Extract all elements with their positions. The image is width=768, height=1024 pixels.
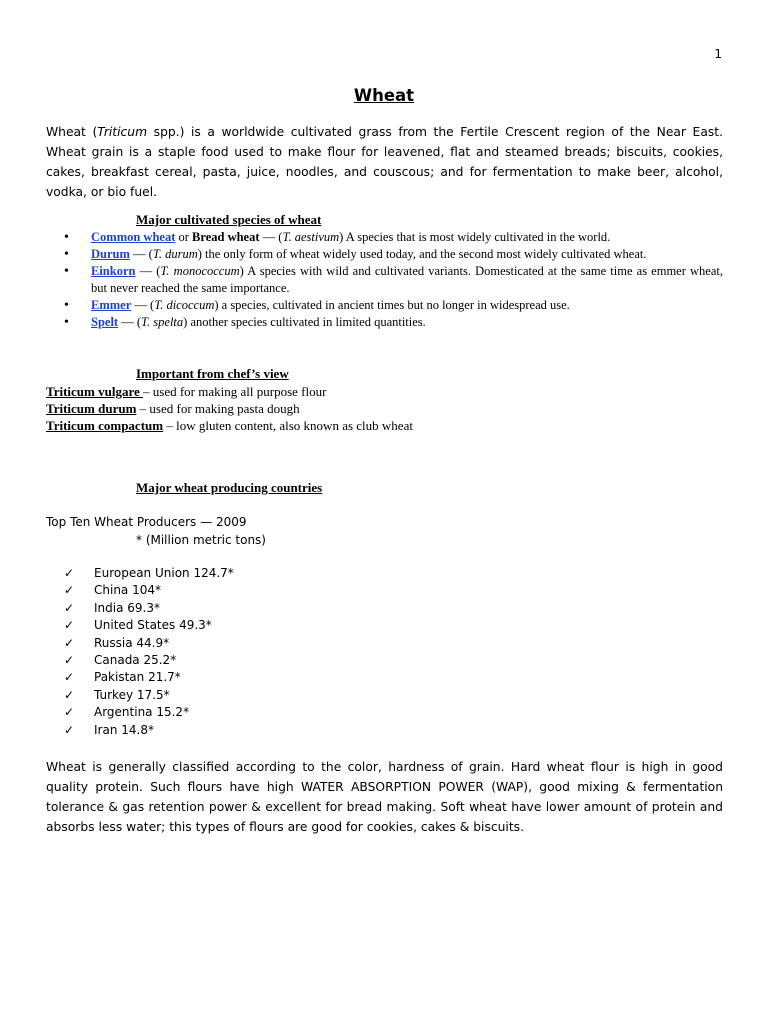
producers-units: * (Million metric tons) bbox=[136, 533, 266, 547]
intro-text-start: Wheat ( bbox=[46, 125, 98, 139]
producer-entry: European Union 124.7* bbox=[94, 566, 234, 580]
species-scientific-name: T. durum bbox=[152, 247, 198, 261]
species-description: ) a species, cultivated in ancient times but no longer in widespread use. bbox=[214, 298, 570, 312]
species-scientific-name: T. monococcum bbox=[160, 264, 240, 278]
check-icon: ✓ bbox=[64, 653, 75, 668]
chef-list bbox=[46, 383, 413, 434]
check-icon: ✓ bbox=[64, 618, 75, 633]
producer-entry: United States 49.3* bbox=[94, 618, 212, 633]
einkorn-link[interactable]: Einkorn bbox=[91, 264, 136, 278]
list-item bbox=[64, 669, 234, 686]
species-dash: — ( bbox=[135, 264, 161, 278]
species-description: ) A species that is most widely cultivated in the world. bbox=[339, 230, 611, 244]
intro-text-rest: spp.) is a worldwide cultivated grass from the Fertile Crescent region of the Near East. Wheat grain is a staple food used to make flour for leavened, flat and steamed breads; biscuits, cookies, cakes, breakfast cereal, pasta, juice, noodles, and couscous; and for fermentation to make beer, alcohol, vodka, or bio fuel. bbox=[46, 125, 723, 199]
intro-paragraph bbox=[46, 122, 723, 202]
list-item bbox=[46, 383, 413, 400]
chef-description: – used for making all purpose flour bbox=[143, 384, 327, 399]
list-item bbox=[46, 297, 723, 314]
species-scientific-name: T. spelta bbox=[141, 315, 184, 329]
species-connector: or bbox=[175, 230, 193, 244]
closing-paragraph: Wheat is generally classified according to the color, hardness of grain. Hard wheat flour is high in good quality protein. Such flours have high WATER ABSORPTION POWER (WAP), good mixing & fermentation tolerance & gas retention power & excellent for bread making. Soft wheat have lower amount of protein and absorbs less water; this types of flours are good for cookies, cakes & biscuits. bbox=[46, 760, 723, 834]
producer-entry: Argentina 15.2* bbox=[94, 705, 190, 720]
chef-term: Triticum compactum bbox=[46, 418, 164, 433]
common-wheat-link[interactable]: Common wheat bbox=[91, 230, 176, 244]
chef-description: – low gluten content, also known as club wheat bbox=[163, 418, 413, 433]
species-list bbox=[46, 229, 723, 331]
chef-term: Triticum vulgare bbox=[46, 384, 144, 399]
check-icon: ✓ bbox=[64, 600, 75, 615]
list-item bbox=[46, 417, 413, 434]
list-item bbox=[64, 722, 234, 739]
page-number: 1 bbox=[714, 47, 722, 61]
species-dash: — ( bbox=[129, 247, 153, 261]
producer-entry: Turkey 17.5* bbox=[94, 687, 170, 702]
species-scientific-name: T. dicoccum bbox=[154, 298, 215, 312]
list-item bbox=[64, 635, 234, 652]
species-dash: — ( bbox=[131, 298, 155, 312]
list-item bbox=[46, 314, 723, 331]
producer-entry: Pakistan 21.7* bbox=[94, 670, 181, 685]
check-icon: ✓ bbox=[64, 705, 75, 720]
durum-link[interactable]: Durum bbox=[91, 247, 130, 261]
chef-term: Triticum durum bbox=[46, 401, 137, 416]
species-heading: Major cultivated species of wheat bbox=[136, 212, 322, 227]
list-item bbox=[64, 565, 234, 582]
species-dash: — ( bbox=[259, 230, 283, 244]
producer-entry: China 104* bbox=[94, 583, 161, 598]
check-icon: ✓ bbox=[64, 566, 75, 580]
producers-list bbox=[64, 565, 234, 739]
check-icon: ✓ bbox=[64, 722, 75, 737]
list-item bbox=[46, 246, 723, 263]
check-icon: ✓ bbox=[64, 583, 75, 598]
list-item bbox=[46, 400, 413, 417]
check-icon: ✓ bbox=[64, 635, 75, 650]
species-description: ) another species cultivated in limited quantities. bbox=[183, 315, 426, 329]
producer-entry: India 69.3* bbox=[94, 600, 160, 615]
list-item bbox=[64, 600, 234, 617]
chef-heading: Important from chef’s view bbox=[136, 366, 289, 381]
page-title: Wheat bbox=[353, 86, 415, 105]
species-scientific-name: T. aestivum bbox=[282, 230, 340, 244]
list-item bbox=[64, 687, 234, 704]
species-description: ) the only form of wheat widely used today, and the second most widely cultivated wheat. bbox=[197, 247, 647, 261]
check-icon: ✓ bbox=[64, 670, 75, 685]
list-item bbox=[64, 582, 234, 599]
producer-entry: Canada 25.2* bbox=[94, 653, 177, 668]
species-description: ) A species with wild and cultivated variants. Domesticated at the same time as emmer wheat, but never reached the same importance. bbox=[91, 264, 723, 295]
producers-heading: Major wheat producing countries bbox=[136, 480, 323, 495]
emmer-link[interactable]: Emmer bbox=[91, 298, 132, 312]
list-item bbox=[64, 617, 234, 634]
producers-caption: Top Ten Wheat Producers — 2009 bbox=[46, 515, 247, 529]
producer-entry: Russia 44.9* bbox=[94, 635, 170, 650]
list-item bbox=[64, 652, 234, 669]
check-icon: ✓ bbox=[64, 687, 75, 702]
chef-description: – used for making pasta dough bbox=[136, 401, 300, 416]
list-item bbox=[64, 704, 234, 721]
intro-genus: Triticum bbox=[97, 125, 148, 139]
producer-entry: Iran 14.8* bbox=[94, 722, 154, 737]
spelt-link[interactable]: Spelt bbox=[91, 315, 119, 329]
list-item bbox=[46, 229, 723, 246]
list-item bbox=[46, 263, 723, 297]
species-dash: — ( bbox=[118, 315, 142, 329]
species-alt-name: Bread wheat bbox=[192, 230, 260, 244]
